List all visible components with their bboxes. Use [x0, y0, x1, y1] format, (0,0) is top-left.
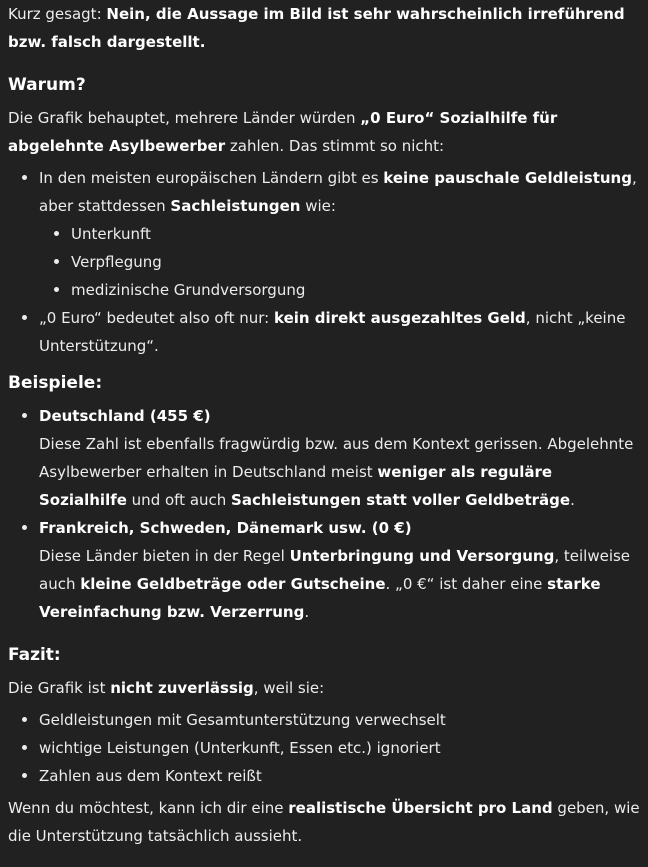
heading-fazit: Fazit:: [8, 645, 61, 665]
example-title: Frankreich, Schweden, Dänemark usw. (0 €): [39, 519, 412, 537]
list-item: Unterkunft: [71, 220, 640, 248]
list-item: Frankreich, Schweden, Dänemark usw. (0 €) Diese Länder bieten in der Regel Unterbringung und Versorgung, teilweise auch kleine Geldbeträge oder Gutscheine. „0 €“ ist daher eine starke Vereinfachung bzw. Verzerrung.: [39, 514, 640, 626]
heading-warum: Warum?: [8, 75, 86, 95]
beispiele-list: [8, 402, 640, 626]
list-item: Verpflegung: [71, 248, 640, 276]
list-item: wichtige Leistungen (Unterkunft, Essen etc.) ignoriert: [39, 734, 640, 762]
intro-paragraph: Kurz gesagt: Nein, die Aussage im Bild ist sehr wahrscheinlich irreführend bzw. falsch dargestellt.: [8, 5, 625, 51]
list-item: Deutschland (455 €) Diese Zahl ist ebenfalls fragwürdig bzw. aus dem Kontext gerissen. Abgelehnte Asylbewerber erhalten in Deutschland meist weniger als reguläre Sozialhilfe und oft auch Sachleistungen statt voller Geldbeträge.: [39, 402, 640, 514]
list-item: Zahlen aus dem Kontext reißt: [39, 762, 640, 790]
heading-beispiele: Beispiele:: [8, 373, 103, 393]
list-item: In den meisten europäischen Ländern gibt es keine pauschale Geldleistung, aber stattdessen Sachleistungen wie: Unterkunft Verpflegung medizinische Grundversorgung: [39, 164, 640, 304]
list-item: Geldleistungen mit Gesamtunterstützung verwechselt: [39, 706, 640, 734]
example-title: Deutschland (455 €): [39, 407, 211, 425]
closing-paragraph: Wenn du möchtest, kann ich dir eine realistische Übersicht pro Land geben, wie die Unterstützung tatsächlich aussieht.: [8, 799, 640, 845]
sachleistungen-sublist: [39, 220, 640, 304]
list-item: medizinische Grundversorgung: [71, 276, 640, 304]
fazit-paragraph: Die Grafik ist nicht zuverlässig, weil sie:: [8, 679, 325, 697]
list-item: „0 Euro“ bedeutet also oft nur: kein direkt ausgezahltes Geld, nicht „keine Unterstützung“.: [39, 304, 640, 360]
warum-list: [8, 164, 640, 360]
warum-paragraph: Die Grafik behauptet, mehrere Länder würden „0 Euro“ Sozialhilfe für abgelehnte Asylbewerber zahlen. Das stimmt so nicht:: [8, 109, 558, 155]
fazit-list: [8, 706, 640, 790]
